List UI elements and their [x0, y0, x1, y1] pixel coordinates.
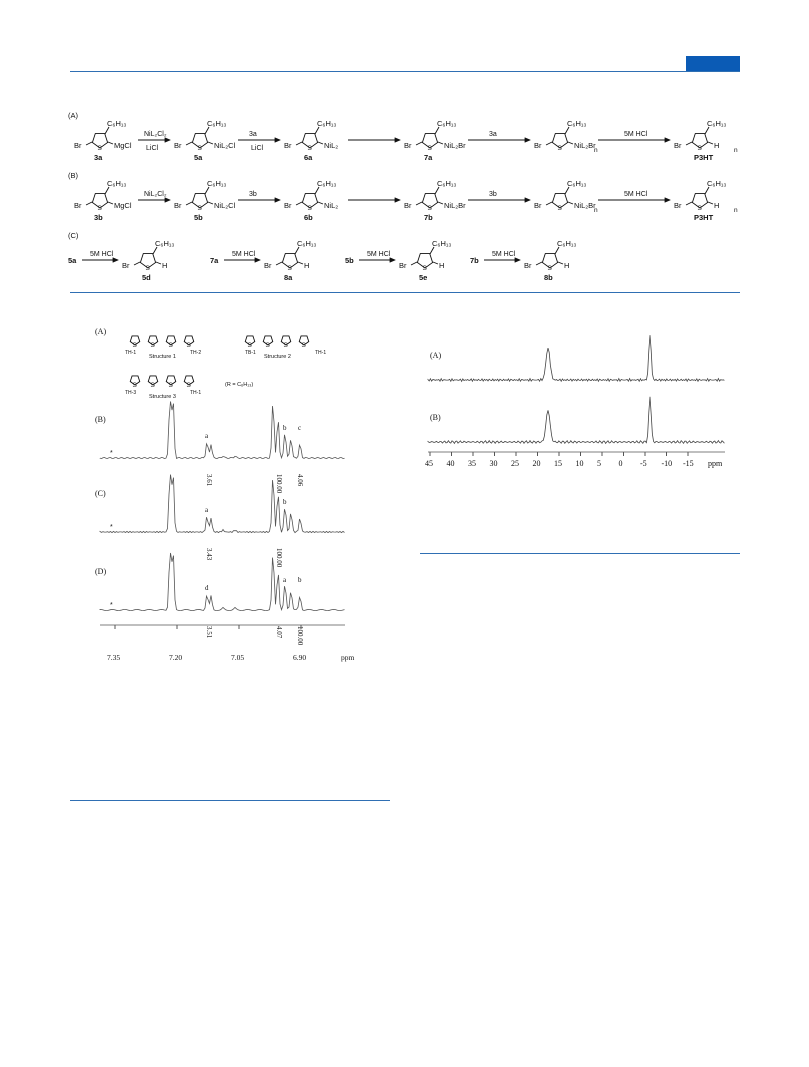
- bond: [186, 202, 192, 205]
- ppm-axis: [425, 452, 725, 468]
- bond: [536, 262, 542, 265]
- sulfur-label: S: [427, 145, 432, 152]
- sulfur-label: S: [557, 145, 562, 152]
- integral-value: 100.00: [275, 548, 283, 568]
- compound-id: 5e: [419, 273, 428, 282]
- compound: [284, 179, 338, 222]
- axis-tick-label: 7.20: [169, 653, 183, 662]
- hexyl-label: C₆H₁₃: [567, 179, 587, 188]
- compound: [74, 119, 132, 162]
- scheme-row-label: (A): [68, 111, 78, 120]
- end-group-label: NiL₂Br: [574, 201, 596, 210]
- axis-tick-label: 10: [575, 459, 584, 468]
- hexyl-label: C₆H₁₃: [107, 179, 127, 188]
- bromo-label: Br: [404, 201, 412, 210]
- header-rule: [70, 71, 740, 72]
- bromo-label: Br: [284, 141, 292, 150]
- integral-value: 4.07: [275, 626, 283, 639]
- structure-caption: Structure 1: [149, 354, 176, 360]
- hexyl-label: C₆H₁₃: [207, 179, 227, 188]
- bond: [433, 262, 438, 264]
- axis-tick-label: 15: [554, 459, 562, 468]
- compound-id: 5b: [345, 256, 354, 265]
- nmr-spectrum: [428, 397, 724, 444]
- bond: [276, 262, 282, 265]
- end-group-label: MgCl: [114, 141, 132, 150]
- end-group-label: H: [162, 261, 168, 270]
- reaction-scheme: [60, 100, 760, 290]
- reagent-label: 3a: [249, 131, 257, 138]
- nmr-1h-figure: [95, 320, 365, 665]
- axis-tick-label: 25: [511, 459, 519, 468]
- end-group-label: H: [714, 141, 720, 150]
- spectrum-trace: [428, 335, 724, 381]
- bond: [411, 262, 417, 265]
- bond: [208, 142, 213, 144]
- compound: [674, 119, 738, 162]
- nmr-spectrum: [95, 402, 345, 494]
- end-group-label: H: [439, 261, 445, 270]
- end-group-label: NiL₂Cl: [214, 141, 236, 150]
- sulfur-label: S: [697, 145, 702, 152]
- bromo-label: Br: [674, 201, 682, 210]
- end-group-label: NiL₂Br: [444, 201, 466, 210]
- axis-tick-label: 0: [618, 459, 623, 468]
- bond: [568, 142, 573, 144]
- reagent-label: NiL₂Cl₂: [144, 191, 167, 198]
- axis-tick-label: 45: [425, 459, 433, 468]
- scheme-row-label: (B): [68, 171, 78, 180]
- compound-id: 7b: [424, 213, 433, 222]
- bond: [205, 127, 209, 134]
- repeat-n: n: [594, 147, 598, 154]
- panel-label: (C): [95, 489, 106, 498]
- unit-label: TH-1: [190, 390, 202, 396]
- compound-id: 7a: [210, 256, 219, 265]
- spectrum-trace: [100, 553, 345, 611]
- sulfur-label: S: [97, 145, 102, 152]
- sulfur-label: S: [427, 205, 432, 212]
- nmr-right-figure: [420, 320, 740, 480]
- integral-value: 100.00: [296, 626, 304, 646]
- bond: [296, 142, 302, 145]
- repeat-n: n: [594, 207, 598, 214]
- bond: [708, 202, 713, 204]
- bond: [686, 142, 692, 145]
- hexyl-label: C₆H₁₃: [107, 119, 127, 128]
- bond: [108, 142, 113, 144]
- unit-label: TH-1: [125, 350, 137, 356]
- bond: [105, 127, 109, 134]
- panel-label: (D): [95, 567, 107, 576]
- scheme-row-label: (C): [68, 231, 79, 240]
- reagent-label: 5M HCl: [624, 131, 648, 138]
- hexyl-label: C₆H₁₃: [317, 119, 337, 128]
- sulfur-label: S: [150, 342, 155, 349]
- sulfur-label: S: [150, 382, 155, 389]
- repeat-n: n: [734, 207, 738, 214]
- axis-tick-label: 40: [446, 459, 455, 468]
- compound: [404, 119, 466, 162]
- compound-id: 3a: [94, 153, 103, 162]
- impurity-marker: *: [110, 524, 113, 531]
- bromo-label: Br: [404, 141, 412, 150]
- axis-unit: ppm: [708, 459, 723, 468]
- compound: [74, 179, 132, 222]
- structure-caption: Structure 3: [149, 394, 176, 400]
- reagent-label: LiCl: [251, 145, 264, 152]
- axis-tick-label: 20: [532, 459, 541, 468]
- bromo-label: Br: [74, 141, 82, 150]
- axis-tick-label: 30: [489, 459, 498, 468]
- sulfur-label: S: [307, 145, 312, 152]
- compound-id: 3b: [94, 213, 103, 222]
- bond: [546, 142, 552, 145]
- ppm-axis: [100, 625, 355, 662]
- reagent-label: 3b: [489, 191, 497, 198]
- bromo-label: Br: [174, 201, 182, 210]
- compound: [174, 119, 236, 162]
- sulfur-label: S: [132, 342, 137, 349]
- header-accent-block: [686, 56, 740, 71]
- bond: [86, 202, 92, 205]
- reagent-label: 5M HCl: [624, 191, 648, 198]
- bond: [705, 187, 709, 194]
- integral-value: 3.51: [205, 626, 213, 639]
- bond: [205, 187, 209, 194]
- compound: [674, 179, 738, 222]
- reagent-label: 3a: [489, 131, 497, 138]
- end-group-label: NiL₂: [324, 141, 339, 150]
- bond: [416, 142, 422, 145]
- nmr-spectrum: [95, 553, 345, 646]
- hexyl-label: C₆H₁₃: [567, 119, 587, 128]
- sulfur-label: S: [265, 342, 270, 349]
- axis-tick-label: -10: [661, 459, 673, 468]
- bond: [565, 187, 569, 194]
- bond: [315, 127, 319, 134]
- bromo-label: Br: [674, 141, 682, 150]
- compound-id: 8b: [544, 273, 553, 282]
- compound-id: 5d: [142, 273, 151, 282]
- axis-tick-label: 6.90: [293, 653, 307, 662]
- panel-label: (A): [430, 351, 442, 360]
- bond: [438, 142, 443, 144]
- sulfur-label: S: [168, 382, 173, 389]
- bond: [105, 187, 109, 194]
- reagent-label: 5M HCl: [367, 251, 391, 258]
- hexyl-label: C₆H₁₃: [557, 239, 577, 248]
- sulfur-label: S: [697, 205, 702, 212]
- end-group-label: H: [714, 201, 720, 210]
- compound-id: 5a: [68, 256, 77, 265]
- unit-label: TH-2: [190, 350, 202, 356]
- panel-label: (B): [95, 415, 106, 424]
- panel-label: (B): [430, 413, 441, 422]
- bond: [208, 202, 213, 204]
- compound: [264, 239, 316, 282]
- bromo-label: Br: [399, 261, 407, 270]
- compound: [284, 119, 338, 162]
- compound: [122, 239, 174, 282]
- reagent-label: LiCl: [146, 145, 159, 152]
- axis-tick-label: 7.05: [231, 653, 245, 662]
- spectrum-trace: [100, 475, 345, 533]
- peak-label: b: [283, 498, 287, 506]
- hexyl-label: C₆H₁₃: [297, 239, 317, 248]
- peak-label: d: [205, 584, 209, 592]
- bromo-label: Br: [174, 141, 182, 150]
- bond: [298, 262, 303, 264]
- compound-id: 7a: [424, 153, 433, 162]
- sulfur-label: S: [186, 382, 191, 389]
- end-group-label: NiL₂Cl: [214, 201, 236, 210]
- hexyl-label: C₆H₁₃: [207, 119, 227, 128]
- bond: [435, 127, 439, 134]
- bond: [108, 202, 113, 204]
- peak-label: b: [283, 424, 287, 432]
- compound: [174, 179, 236, 222]
- compound-id: 6a: [304, 153, 313, 162]
- bond: [153, 247, 157, 254]
- bond: [546, 202, 552, 205]
- bromo-label: Br: [534, 141, 542, 150]
- nmr-spectrum: [95, 475, 345, 568]
- compound-id: 5a: [194, 153, 203, 162]
- axis-unit: ppm: [341, 653, 355, 662]
- integral-value: 4.06: [296, 474, 304, 487]
- bond: [315, 187, 319, 194]
- nmr-spectrum: [428, 335, 724, 381]
- end-group-label: H: [564, 261, 570, 270]
- hexyl-label: C₆H₁₃: [432, 239, 452, 248]
- peak-label: a: [205, 432, 209, 440]
- sulfur-label: S: [301, 342, 306, 349]
- left-figure-bottom-rule: [70, 800, 390, 801]
- sulfur-label: S: [422, 265, 427, 272]
- bromo-label: Br: [284, 201, 292, 210]
- r-definition: (R = C₆H₁₃): [225, 382, 254, 388]
- compound: [399, 239, 451, 282]
- bond: [708, 142, 713, 144]
- reagent-label: 5M HCl: [232, 251, 256, 258]
- bond: [134, 262, 140, 265]
- integral-value: 3.43: [205, 548, 213, 561]
- bond: [438, 202, 443, 204]
- sulfur-label: S: [307, 205, 312, 212]
- peak-label: a: [283, 576, 287, 584]
- scheme-bottom-rule: [70, 292, 740, 293]
- axis-tick-label: -5: [640, 459, 647, 468]
- repeat-n: n: [734, 147, 738, 154]
- bromo-label: Br: [524, 261, 532, 270]
- bromo-label: Br: [122, 261, 130, 270]
- hexyl-label: C₆H₁₃: [707, 119, 727, 128]
- structure-caption: Structure 2: [264, 354, 291, 360]
- sulfur-label: S: [547, 265, 552, 272]
- unit-label: TB-1: [245, 350, 256, 356]
- reagent-label: 5M HCl: [492, 251, 516, 258]
- sulfur-label: S: [557, 205, 562, 212]
- spectrum-trace: [100, 402, 345, 459]
- integral-value: 3.61: [205, 474, 213, 487]
- bond: [86, 142, 92, 145]
- hexyl-label: C₆H₁₃: [317, 179, 337, 188]
- bond: [296, 202, 302, 205]
- bromo-label: Br: [264, 261, 272, 270]
- hexyl-label: C₆H₁₃: [437, 179, 457, 188]
- bond: [686, 202, 692, 205]
- compound-id: 8a: [284, 273, 293, 282]
- compound-id: 6b: [304, 213, 313, 222]
- compound: [524, 239, 576, 282]
- sulfur-label: S: [247, 342, 252, 349]
- sulfur-label: S: [97, 205, 102, 212]
- bond: [186, 142, 192, 145]
- compound: [534, 179, 598, 214]
- axis-tick-label: 7.35: [107, 653, 121, 662]
- sulfur-label: S: [287, 265, 292, 272]
- bond: [430, 247, 434, 254]
- reagent-label: NiL₂Cl₂: [144, 131, 167, 138]
- bond: [555, 247, 559, 254]
- end-group-label: NiL₂Br: [574, 141, 596, 150]
- sulfur-label: S: [283, 342, 288, 349]
- bond: [416, 202, 422, 205]
- bond: [318, 202, 323, 204]
- compound-id: P3HT: [694, 153, 714, 162]
- sulfur-label: S: [197, 205, 202, 212]
- sulfur-label: S: [168, 342, 173, 349]
- reagent-label: 3b: [249, 191, 257, 198]
- compound: [534, 119, 598, 154]
- bromo-label: Br: [534, 201, 542, 210]
- compound-id: P3HT: [694, 213, 714, 222]
- impurity-marker: *: [110, 602, 113, 609]
- bromo-label: Br: [74, 201, 82, 210]
- end-group-label: NiL₂: [324, 201, 339, 210]
- hexyl-label: C₆H₁₃: [707, 179, 727, 188]
- bond: [295, 247, 299, 254]
- bond: [156, 262, 161, 264]
- panel-label: (A): [95, 327, 107, 336]
- compound-id: 7b: [470, 256, 479, 265]
- bond: [568, 202, 573, 204]
- bond: [705, 127, 709, 134]
- compound: [404, 179, 466, 222]
- bond: [435, 187, 439, 194]
- axis-tick-label: 35: [468, 459, 476, 468]
- compound-id: 5b: [194, 213, 203, 222]
- unit-label: TH-3: [125, 390, 137, 396]
- unit-label: TH-1: [315, 350, 327, 356]
- sulfur-label: S: [197, 145, 202, 152]
- peak-label: c: [298, 424, 302, 432]
- hexyl-label: C₆H₁₃: [155, 239, 175, 248]
- bond: [318, 142, 323, 144]
- axis-tick-label: 5: [597, 459, 601, 468]
- end-group-label: NiL₂Br: [444, 141, 466, 150]
- end-group-label: H: [304, 261, 310, 270]
- sulfur-label: S: [145, 265, 150, 272]
- impurity-marker: *: [110, 450, 113, 457]
- peak-label: b: [298, 576, 302, 584]
- spectrum-trace: [428, 397, 724, 444]
- right-figure-bottom-rule: [420, 553, 740, 554]
- end-group-label: MgCl: [114, 201, 132, 210]
- reagent-label: 5M HCl: [90, 251, 114, 258]
- hexyl-label: C₆H₁₃: [437, 119, 457, 128]
- sulfur-label: S: [132, 382, 137, 389]
- axis-tick-label: -15: [683, 459, 694, 468]
- peak-label: a: [205, 506, 209, 514]
- sulfur-label: S: [186, 342, 191, 349]
- bond: [565, 127, 569, 134]
- integral-value: 100.00: [275, 474, 283, 494]
- bond: [558, 262, 563, 264]
